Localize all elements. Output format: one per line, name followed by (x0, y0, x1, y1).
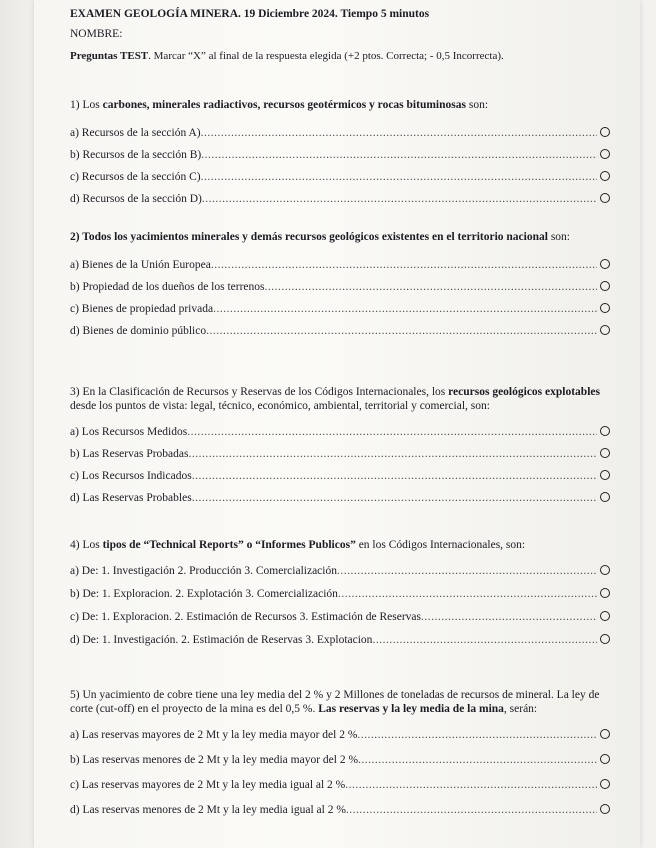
leader-dots (192, 492, 597, 504)
leader-dots (372, 634, 597, 646)
answer-circle-icon[interactable] (600, 426, 610, 436)
answer-circle-icon[interactable] (600, 611, 610, 621)
answer-circle-icon[interactable] (600, 779, 610, 789)
answer-circle-icon[interactable] (600, 303, 610, 313)
question-stem-part: recursos geológicos explotables (448, 386, 600, 398)
answer-option[interactable] (70, 469, 610, 482)
answer-option[interactable] (70, 587, 610, 600)
exam-sheet (34, 0, 640, 848)
answer-option-text: d) Las reservas menores de 2 Mt y la ley media igual al 2 % (70, 804, 346, 816)
answer-option-text: a) Las reservas mayores de 2 Mt y la ley media mayor del 2 % (70, 729, 358, 741)
answer-option[interactable] (70, 126, 610, 139)
answer-option-text: c) Los Recursos Indicados (70, 470, 192, 482)
answer-circle-icon[interactable] (600, 325, 610, 335)
answer-circle-icon[interactable] (600, 565, 610, 575)
leader-dots (357, 729, 597, 741)
question-stem-part: 1) Los (70, 99, 103, 111)
answer-option-text: b) Recursos de la sección B) (70, 149, 202, 161)
answer-circle-icon[interactable] (600, 171, 610, 181)
answer-circle-icon[interactable] (600, 127, 610, 137)
answer-option-text: c) De: 1. Exploracion. 2. Estimación de Recursos 3. Estimación de Reservas (70, 611, 421, 623)
leader-dots (201, 171, 597, 183)
answer-option-text: b) De: 1. Exploracion. 2. Explotación 3. Comercialización (70, 588, 338, 600)
leader-dots (338, 588, 597, 600)
leader-dots (211, 259, 597, 271)
answer-option[interactable] (70, 258, 610, 271)
exam-content (70, 8, 610, 816)
leader-dots (188, 448, 597, 460)
question-stem-part: 5) Un yacimiento de cobre tiene una ley media del 2 % y 2 Millones de toneladas de recursos de mineral. La ley de corte (cut-off) en el proyecto de la mina es del 0,5 %. (70, 689, 600, 715)
leader-dots (201, 149, 597, 161)
answer-option[interactable] (70, 425, 610, 438)
instructions-text: . Marcar “X” al final de la respuesta elegida (+2 ptos. Correcta; - 0,5 Incorrecta). (148, 50, 504, 62)
answer-circle-icon[interactable] (600, 729, 610, 739)
leader-dots (345, 779, 597, 791)
answer-option[interactable] (70, 170, 610, 183)
question-1 (70, 98, 610, 205)
question-stem-part: 4) Los (70, 539, 103, 551)
answer-option-text: d) Las Reservas Probables (70, 492, 192, 504)
answer-circle-icon[interactable] (600, 492, 610, 502)
question-stem-part: son: (547, 231, 570, 243)
answer-circle-icon[interactable] (600, 634, 610, 644)
answer-option-text: c) Las reservas mayores de 2 Mt y la ley media igual al 2 % (70, 779, 346, 791)
answer-option-text: b) Las reservas menores de 2 Mt y la ley media mayor del 2 % (70, 754, 359, 766)
question-stem (70, 385, 610, 413)
answer-option-text: a) Recursos de la sección A) (70, 127, 201, 139)
question-stem-part: 2) Todos los yacimientos minerales y demás recursos geológicos existentes en el territorio nacional (70, 231, 548, 243)
answer-circle-icon[interactable] (600, 588, 610, 598)
answer-option-text: a) Los Recursos Medidos (70, 426, 188, 438)
answer-option[interactable] (70, 447, 610, 460)
exam-title: EXAMEN GEOLOGÍA MINERA. 19 Diciembre 2024. Tiempo 5 minutos (70, 8, 430, 20)
question-stem-part: desde los puntos de vista: legal, técnico, económico, ambiental, territorial y comercial, son: (70, 400, 490, 412)
answer-option[interactable] (70, 491, 610, 504)
question-stem-part: en los Códigos Internacionales, son: (355, 539, 526, 551)
answer-option-text: c) Bienes de propiedad privada (70, 303, 214, 315)
answer-option[interactable] (70, 302, 610, 315)
answer-option[interactable] (70, 148, 610, 161)
leader-dots (337, 565, 597, 577)
page-margin (0, 0, 34, 848)
question-4 (70, 538, 610, 646)
question-3 (70, 385, 610, 504)
name-label: NOMBRE: (70, 28, 123, 40)
answer-option-text: d) Bienes de dominio público (70, 325, 207, 337)
question-stem (70, 688, 610, 716)
leader-dots (421, 611, 597, 623)
answer-option[interactable] (70, 633, 610, 646)
answer-option[interactable] (70, 564, 610, 577)
answer-circle-icon[interactable] (600, 804, 610, 814)
answer-option[interactable] (70, 324, 610, 337)
answer-circle-icon[interactable] (600, 754, 610, 764)
answer-circle-icon[interactable] (600, 149, 610, 159)
answer-option[interactable] (70, 778, 610, 791)
answer-circle-icon[interactable] (600, 193, 610, 203)
answer-circle-icon[interactable] (600, 470, 610, 480)
answer-option[interactable] (70, 192, 610, 205)
question-stem (70, 230, 610, 244)
answer-option[interactable] (70, 280, 610, 293)
question-stem-part: son: (465, 99, 489, 111)
leader-dots (358, 754, 597, 766)
leader-dots (346, 804, 597, 816)
question-stem-part: , serán: (503, 703, 538, 715)
answer-option-text: d) Recursos de la sección D) (70, 193, 202, 205)
leader-dots (213, 303, 597, 315)
answer-option[interactable] (70, 610, 610, 623)
answer-option[interactable] (70, 753, 610, 766)
answer-option[interactable] (70, 728, 610, 741)
answer-option-text: d) De: 1. Investigación. 2. Estimación de Reservas 3. Explotacion (70, 634, 373, 646)
answer-circle-icon[interactable] (600, 448, 610, 458)
leader-dots (187, 426, 597, 438)
question-stem-part: 3) En la Clasificación de Recursos y Reservas de los Códigos Internacionales, los (70, 386, 449, 398)
answer-option-text: b) Propiedad de los dueños de los terrenos (70, 281, 265, 293)
answer-option-text: b) Las Reservas Probadas (70, 448, 189, 460)
question-stem-part: tipos de “Technical Reports” o “Informes Publicos” (102, 539, 356, 551)
answer-option-text: a) Bienes de la Unión Europea (70, 259, 211, 271)
answer-circle-icon[interactable] (600, 281, 610, 291)
answer-option-text: c) Recursos de la sección C) (70, 171, 201, 183)
question-stem-part: carbones, minerales radiactivos, recursos geotérmicos y rocas bituminosas (102, 99, 466, 111)
instructions (70, 50, 610, 62)
leader-dots (206, 325, 597, 337)
leader-dots (202, 193, 597, 205)
leader-dots (192, 470, 597, 482)
leader-dots (265, 281, 597, 293)
question-stem-part: Las reservas y la ley media de la mina (318, 703, 504, 715)
question-stem (70, 98, 610, 112)
answer-circle-icon[interactable] (600, 259, 610, 269)
question-5 (70, 688, 610, 816)
answer-option-text: a) De: 1. Investigación 2. Producción 3. Comercialización (70, 565, 337, 577)
instructions-bold: Preguntas TEST (70, 50, 149, 62)
question-2 (70, 230, 610, 337)
leader-dots (201, 127, 597, 139)
answer-option[interactable] (70, 803, 610, 816)
question-stem (70, 538, 610, 552)
